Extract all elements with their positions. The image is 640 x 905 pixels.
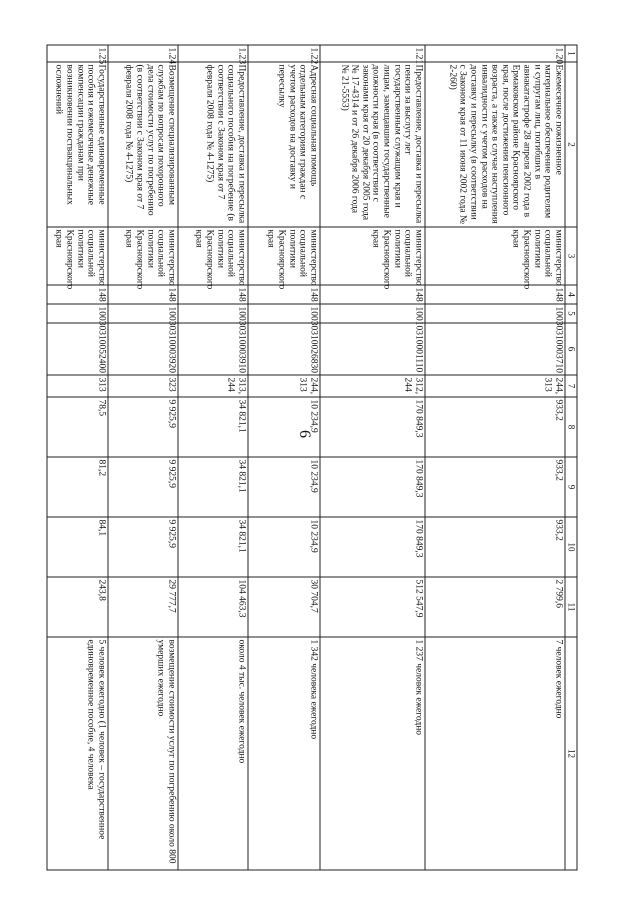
table-row — [320, 45, 425, 870]
responsible-body: министерство социальной политики Красноярского края — [248, 227, 320, 285]
amount-total: 243,8 — [47, 577, 108, 637]
amount-year2: 9 925,9 — [108, 457, 178, 517]
rotated-table-wrapper — [48, 45, 578, 870]
row-number: 1.24 — [108, 45, 178, 62]
column-header: 4 — [565, 285, 577, 304]
amount-total: 30 704,7 — [248, 577, 320, 637]
measure-name: Предоставление, доставка и пересылка пенсии за выслугу лет государственным служащим края и лицам, замещавшим государственные должности края (в соответствии с законами края от 20 декабря 2005 года № 17-4314 и от 26 декабря 2006 года № 21-5553) — [320, 62, 425, 227]
row-number: 1.23 — [178, 45, 248, 62]
responsible-body: министерство социальной политики Красноярского края — [320, 227, 425, 285]
grbs-code: 148 — [248, 285, 320, 304]
amount-year3: 10 234,9 — [248, 517, 320, 577]
expense-type: 313, 244 — [178, 375, 248, 397]
amount-year3: 84,1 — [47, 517, 108, 577]
amount-year2: 170 849,3 — [320, 457, 425, 517]
budget-table — [47, 45, 578, 871]
measure-name: Предоставление, доставка и пересылка социального пособия на погребение (в соответствии с Законом края от 7 февраля 2008 года № 4-1275) — [178, 62, 248, 227]
table-row — [248, 45, 320, 870]
responsible-body: министерство социальной политики Красноярского края — [425, 227, 565, 285]
table-row — [47, 45, 108, 870]
amount-year1: 9 925,9 — [108, 397, 178, 457]
table-row — [108, 45, 178, 870]
column-header: 7 — [565, 375, 577, 397]
target-code: 0310001110 — [320, 323, 425, 375]
expense-type: 244, 313 — [425, 375, 565, 397]
table-row — [425, 45, 565, 870]
target-code: 0310003910 — [178, 323, 248, 375]
expense-type: 244, 313 — [248, 375, 320, 397]
expense-type: 323 — [108, 375, 178, 397]
target-code: 0310052400 — [47, 323, 108, 375]
row-number: 1.21 — [320, 45, 425, 62]
grbs-code: 148 — [108, 285, 178, 304]
grbs-code: 148 — [178, 285, 248, 304]
section-code: 1003 — [178, 304, 248, 323]
expected-result: возмещение стоимости услуг по погребению около 800 умерших ежегодно — [108, 637, 178, 870]
section-code: 1001 — [320, 304, 425, 323]
expected-result: 1 237 человек ежегодно — [320, 637, 425, 870]
expected-result: около 4 тыс. человек ежегодно — [178, 637, 248, 870]
row-number: 1.20 — [425, 45, 565, 62]
amount-total: 512 547,9 — [320, 577, 425, 637]
measure-name: Возмещение специализированным службам по вопросам похоронного дела стоимости услуг по погребению (в соответствии с Законом края от 7 февраля 2008 года № 4-1275) — [108, 62, 178, 227]
table-row — [178, 45, 248, 870]
page-number: 6 — [296, 430, 313, 438]
expected-result: 7 человек ежегодно — [425, 637, 565, 870]
header-row — [565, 45, 577, 870]
expected-result: 5 человек ежегодно (1 человек – государственное единовременное пособие, 4 человека — [47, 637, 108, 870]
column-header: 11 — [565, 577, 577, 637]
column-header: 10 — [565, 517, 577, 577]
section-code: 1003 — [47, 304, 108, 323]
amount-year3: 933,2 — [425, 517, 565, 577]
amount-total: 104 463,3 — [178, 577, 248, 637]
grbs-code: 148 — [320, 285, 425, 304]
responsible-body: министерство социальной политики Красноярского края — [108, 227, 178, 285]
amount-year1: 170 849,3 — [320, 397, 425, 457]
measure-name: Адресная социальная помощь отдельным категориям граждан с учетом расходов на доставку и пересылку — [248, 62, 320, 227]
amount-year2: 81,2 — [47, 457, 108, 517]
amount-total: 29 777,7 — [108, 577, 178, 637]
amount-year3: 34 821,1 — [178, 517, 248, 577]
column-header: 9 — [565, 457, 577, 517]
amount-year3: 9 925,9 — [108, 517, 178, 577]
amount-year1: 10 234,9 — [248, 397, 320, 457]
grbs-code: 148 — [47, 285, 108, 304]
grbs-code: 148 — [425, 285, 565, 304]
target-code: 0310003710 — [425, 323, 565, 375]
amount-year1: 34 821,1 — [178, 397, 248, 457]
amount-year3: 170 849,3 — [320, 517, 425, 577]
expense-type: 312, 244 — [320, 375, 425, 397]
measure-name: Государственные единовременные пособия и ежемесячные денежные компенсации гражданам при возникновении поствакцинальных осложнений — [47, 62, 108, 227]
target-code: 0310003920 — [108, 323, 178, 375]
amount-total: 2 799,6 — [425, 577, 565, 637]
section-code: 1003 — [425, 304, 565, 323]
measure-name: Ежемесячное пожизненное материальное обеспечение родителям и супругам лиц, погибших в авиакатастрофе 28 апреля 2002 года в Ермаковском районе Красноярского края, после достижения пенсионного возраста, а также в случае наступления инвалидности с учетом расходов на доставку и пересылку (в соответствии с Законом края от 11 июня 2002 года № 2-260) — [425, 62, 565, 227]
expense-type: 313 — [47, 375, 108, 397]
row-number: 1.25 — [47, 45, 108, 62]
amount-year2: 933,2 — [425, 457, 565, 517]
section-code: 1003 — [108, 304, 178, 323]
responsible-body: министерство социальной политики Красноярского края — [178, 227, 248, 285]
section-code: 1003 — [248, 304, 320, 323]
expected-result: 1 342 человека ежегодно — [248, 637, 320, 870]
column-header: 5 — [565, 304, 577, 323]
column-header: 12 — [565, 637, 577, 870]
row-number: 1.22 — [248, 45, 320, 62]
column-header: 2 — [565, 62, 577, 227]
amount-year1: 933,2 — [425, 397, 565, 457]
amount-year2: 34 821,1 — [178, 457, 248, 517]
column-header: 1 — [565, 45, 577, 62]
amount-year2: 10 234,9 — [248, 457, 320, 517]
amount-year1: 78,5 — [47, 397, 108, 457]
responsible-body: министерство социальной политики Красноярского края — [47, 227, 108, 285]
column-header: 3 — [565, 227, 577, 285]
column-header: 6 — [565, 323, 577, 375]
target-code: 0310026830 — [248, 323, 320, 375]
column-header: 8 — [565, 397, 577, 457]
